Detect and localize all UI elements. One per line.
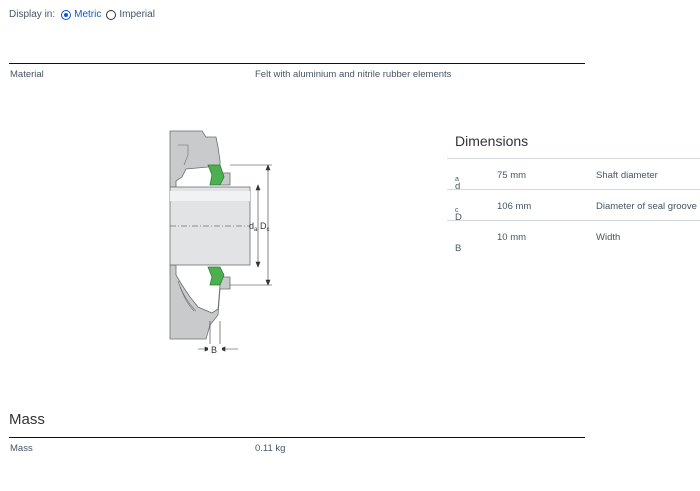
- dimension-description: Width: [596, 232, 621, 243]
- dimension-value: 106 mm: [497, 201, 532, 212]
- dimension-value: 75 mm: [497, 170, 527, 181]
- mass-section-title: Mass: [9, 411, 45, 428]
- dimension-row-da: [447, 158, 700, 192]
- mass-label: Mass: [10, 443, 33, 454]
- imperial-radio-label: Imperial: [119, 9, 155, 20]
- mass-value: 0.11 kg: [255, 443, 286, 454]
- radio-selected-icon: [61, 10, 71, 20]
- dimension-description: Diameter of seal groove: [596, 201, 697, 212]
- dimensions-title: Dimensions: [455, 133, 529, 149]
- dimension-description: Shaft diameter: [596, 170, 658, 181]
- display-units-toggle: [9, 9, 160, 20]
- dimension-row-b: B 10 mm Width: [447, 220, 700, 251]
- display-in-label: Display in:: [9, 9, 56, 20]
- material-divider: [9, 63, 585, 64]
- material-value: Felt with aluminium and nitrile rubber elements: [255, 69, 452, 80]
- da-label: $d_a$: [249, 221, 258, 233]
- radio-unselected-icon: [106, 10, 116, 20]
- dimension-symbol: d $_a$: [455, 175, 461, 192]
- seal-element-top: [208, 165, 224, 185]
- imperial-radio[interactable]: [106, 9, 155, 20]
- mass-divider: [9, 437, 585, 438]
- metric-radio-label: Metric: [74, 9, 102, 20]
- dc-label: $D_c$: [260, 221, 270, 233]
- material-label: Material: [10, 69, 44, 80]
- dimension-symbol: D $_c$: [455, 206, 462, 223]
- dimension-row-dc: [447, 189, 700, 223]
- dimension-value: 10 mm: [497, 232, 527, 243]
- metric-radio[interactable]: [61, 9, 101, 20]
- b-label: B: [211, 345, 218, 355]
- seal-cross-section-drawing: [160, 125, 280, 360]
- dimensions-table: [447, 158, 700, 254]
